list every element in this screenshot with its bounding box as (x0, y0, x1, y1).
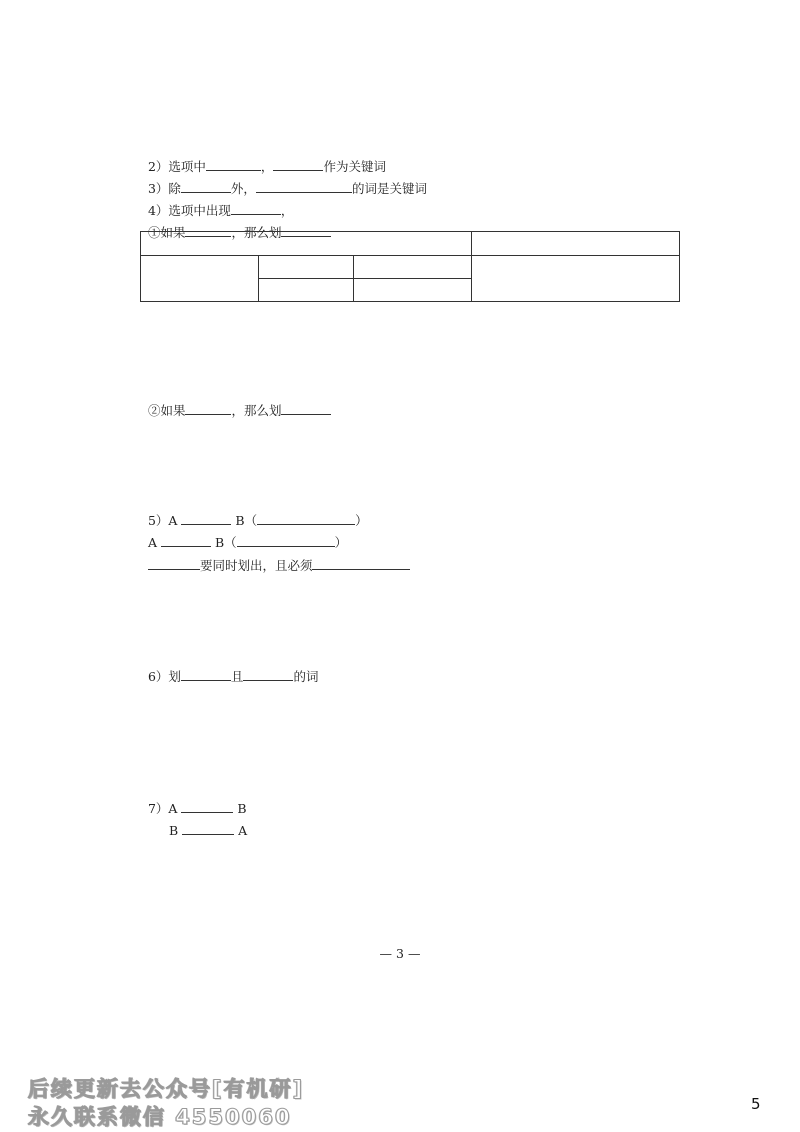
paren-open: （ (224, 535, 237, 550)
paren-open: （ (244, 513, 258, 528)
question-7-row-2 (161, 806, 247, 839)
question-text: 的词 (293, 669, 319, 684)
answer-table (140, 231, 680, 302)
fill-blank[interactable] (182, 822, 234, 835)
letter-b: B (214, 535, 225, 550)
case-text: ①如果 (147, 225, 186, 240)
letter-a: A (168, 801, 178, 816)
fill-blank[interactable] (148, 557, 200, 570)
letter-b: B (235, 513, 245, 528)
paren-close: ） (334, 535, 348, 550)
letter-b: B (237, 801, 247, 816)
question-text: 选项中出现 (168, 203, 231, 218)
question-number: 7） (147, 801, 169, 816)
question-5-row-3 (140, 541, 410, 574)
question-text: 要同时划出，且必须 (199, 558, 313, 573)
letter-b: B (168, 823, 179, 838)
question-number: 5） (147, 513, 169, 528)
watermark-line-1: 后续更新去公众号[有机研] (28, 1077, 305, 1101)
fill-blank[interactable] (312, 557, 410, 570)
question-number: 4） (147, 203, 169, 218)
page-number: — 3 — (379, 946, 421, 961)
paren-close: ） (355, 513, 368, 528)
question-number: 3） (147, 181, 169, 196)
table-cell[interactable] (354, 256, 472, 279)
case-text: ②如果 (147, 403, 186, 418)
table-cell[interactable] (141, 232, 472, 256)
question-6 (140, 652, 318, 685)
table-cell[interactable] (259, 256, 354, 279)
question-number: 6） (147, 669, 169, 684)
case-2 (140, 386, 331, 419)
question-text: 选项中 (168, 159, 206, 174)
fill-blank[interactable] (243, 668, 293, 681)
table-cell[interactable] (472, 256, 680, 302)
question-text: 划 (168, 669, 181, 684)
table-cell[interactable] (141, 256, 259, 302)
question-text: 的词是关键词 (351, 181, 427, 196)
table-cell[interactable] (259, 279, 354, 302)
fill-blank[interactable] (181, 668, 231, 681)
question-number: 2） (147, 159, 169, 174)
case-text: ，那么划 (231, 403, 282, 418)
table-cell[interactable] (472, 232, 680, 256)
table-cell[interactable] (354, 279, 472, 302)
fill-blank[interactable] (281, 402, 331, 415)
case-text: ，那么划 (231, 225, 282, 240)
fill-blank[interactable] (185, 402, 231, 415)
letter-a: A (168, 513, 178, 528)
question-text: ， (260, 159, 274, 174)
letter-a: A (147, 535, 157, 550)
question-text: 除 (168, 181, 181, 196)
question-text: 且 (230, 669, 244, 684)
question-text: 外， (230, 181, 256, 196)
watermark-line-2: 永久联系微信 4550060 (28, 1105, 292, 1129)
question-text: ， (280, 203, 294, 218)
question-text: 作为关键词 (323, 159, 386, 174)
corner-page-number: 5 (751, 1095, 761, 1113)
letter-a: A (238, 823, 248, 838)
